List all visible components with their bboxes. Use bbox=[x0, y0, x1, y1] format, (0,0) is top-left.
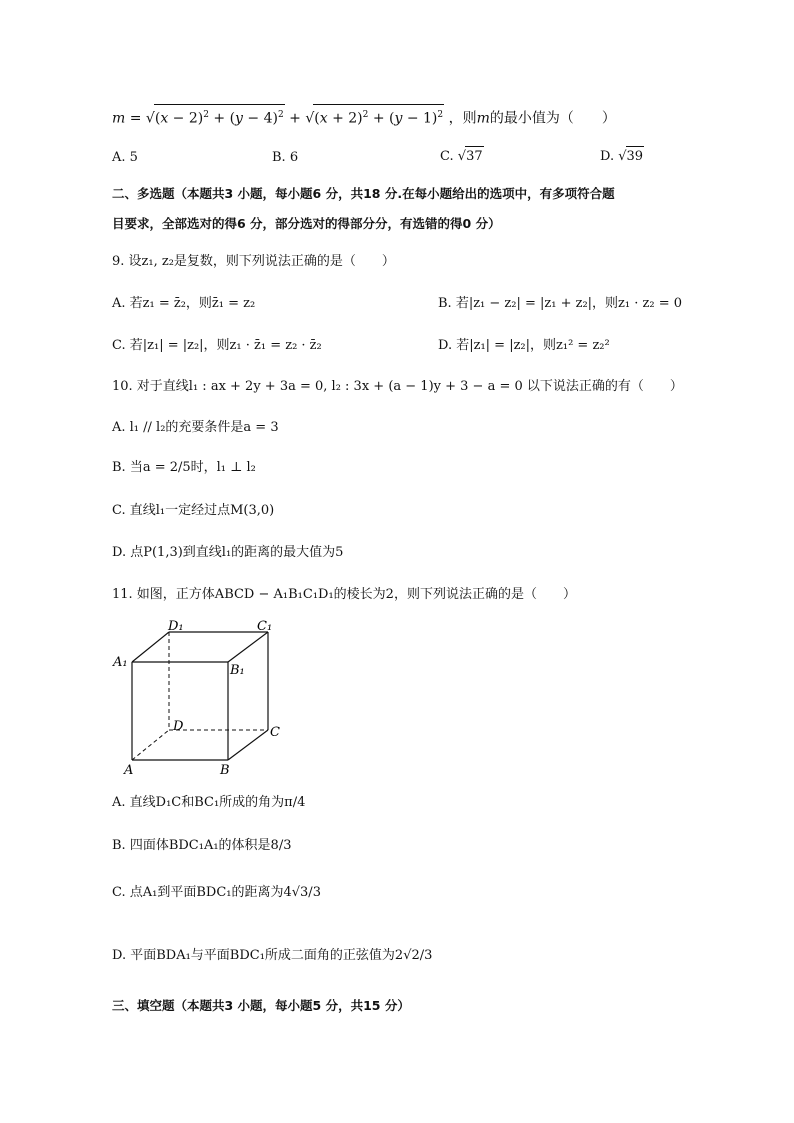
q10-option-d: D. 点P(1,3)到直线l₁的距离的最大值为5 bbox=[112, 545, 344, 560]
q11-option-b: B. 四面体BDC₁A₁的体积是8/3 bbox=[112, 838, 292, 853]
q8-option-c: C. √37 bbox=[440, 146, 484, 167]
q10-option-a: A. l₁ // l₂的充要条件是a = 3 bbox=[112, 420, 279, 435]
q9-option-b: B. 若|z₁ − z₂| = |z₁ + z₂|，则z₁ · z₂ = 0 bbox=[438, 296, 682, 311]
q11-stem: 11. 如图，正方体ABCD − A₁B₁C₁D₁的棱长为2，则下列说法正确的是（ ） bbox=[112, 587, 576, 602]
q8-option-b: B. 6 bbox=[272, 150, 299, 165]
q9-option-d: D. 若|z₁| = |z₂|，则z₁² = z₂² bbox=[438, 338, 610, 353]
q9-option-a: A. 若z₁ = z̄₂，则z̄₁ = z₂ bbox=[112, 296, 256, 311]
edge-b1c1 bbox=[228, 632, 268, 662]
q8-formula-line: $m = √(x - 2)^2 + (y - 4)^2 + √(x + 2)^2 + (y - 1)^2$ ，则m的最小值为（ ） bbox=[112, 104, 616, 129]
label-b: B bbox=[220, 763, 230, 778]
label-d1: D₁ bbox=[168, 619, 184, 634]
section2-heading-line2: 目要求，全部选对的得6 分，部分选对的得部分分，有选错的得0 分） bbox=[112, 216, 501, 231]
q11-option-a: A. 直线D₁C和BC₁所成的角为π/4 bbox=[112, 795, 306, 810]
edge-bc bbox=[228, 730, 268, 760]
q11-option-c: C. 点A₁到平面BDC₁的距离为4√3/3 bbox=[112, 885, 321, 900]
label-c1: C₁ bbox=[257, 619, 273, 634]
q9-option-c: C. 若|z₁| = |z₂|，则z₁ · z̄₁ = z₂ · z̄₂ bbox=[112, 338, 322, 353]
label-a1: A₁ bbox=[113, 655, 128, 670]
q10-option-c: C. 直线l₁一定经过点M(3,0) bbox=[112, 503, 275, 518]
q8-option-d: D. √39 bbox=[600, 146, 644, 167]
label-a: A bbox=[124, 763, 134, 778]
section3-heading: 三、填空题（本题共3 小题，每小题5 分，共15 分） bbox=[112, 998, 410, 1013]
label-b1: B₁ bbox=[230, 663, 245, 678]
cube-figure bbox=[110, 618, 300, 780]
edge-ad-hidden bbox=[132, 730, 169, 760]
q11-option-d: D. 平面BDA₁与平面BDC₁所成二面角的正弦值为2√2/3 bbox=[112, 948, 433, 963]
q9-stem: 9. 设z₁, z₂是复数，则下列说法正确的是（ ） bbox=[112, 254, 395, 269]
q10-stem: 10. 对于直线l₁ : ax + 2y + 3a = 0, l₂ : 3x + (a − 1)y + 3 − a = 0 以下说法正确的有（ ） bbox=[112, 379, 683, 394]
section2-heading-line1: 二、多选题（本题共3 小题，每小题6 分，共18 分.在每小题给出的选项中，有多项符合题 bbox=[112, 186, 615, 201]
q8-option-a: A. 5 bbox=[112, 150, 138, 165]
edge-a1d1 bbox=[132, 632, 169, 662]
label-d: D bbox=[173, 719, 184, 734]
label-c: C bbox=[270, 725, 280, 740]
q10-option-b: B. 当a = 2/5时，l₁ ⊥ l₂ bbox=[112, 460, 256, 475]
